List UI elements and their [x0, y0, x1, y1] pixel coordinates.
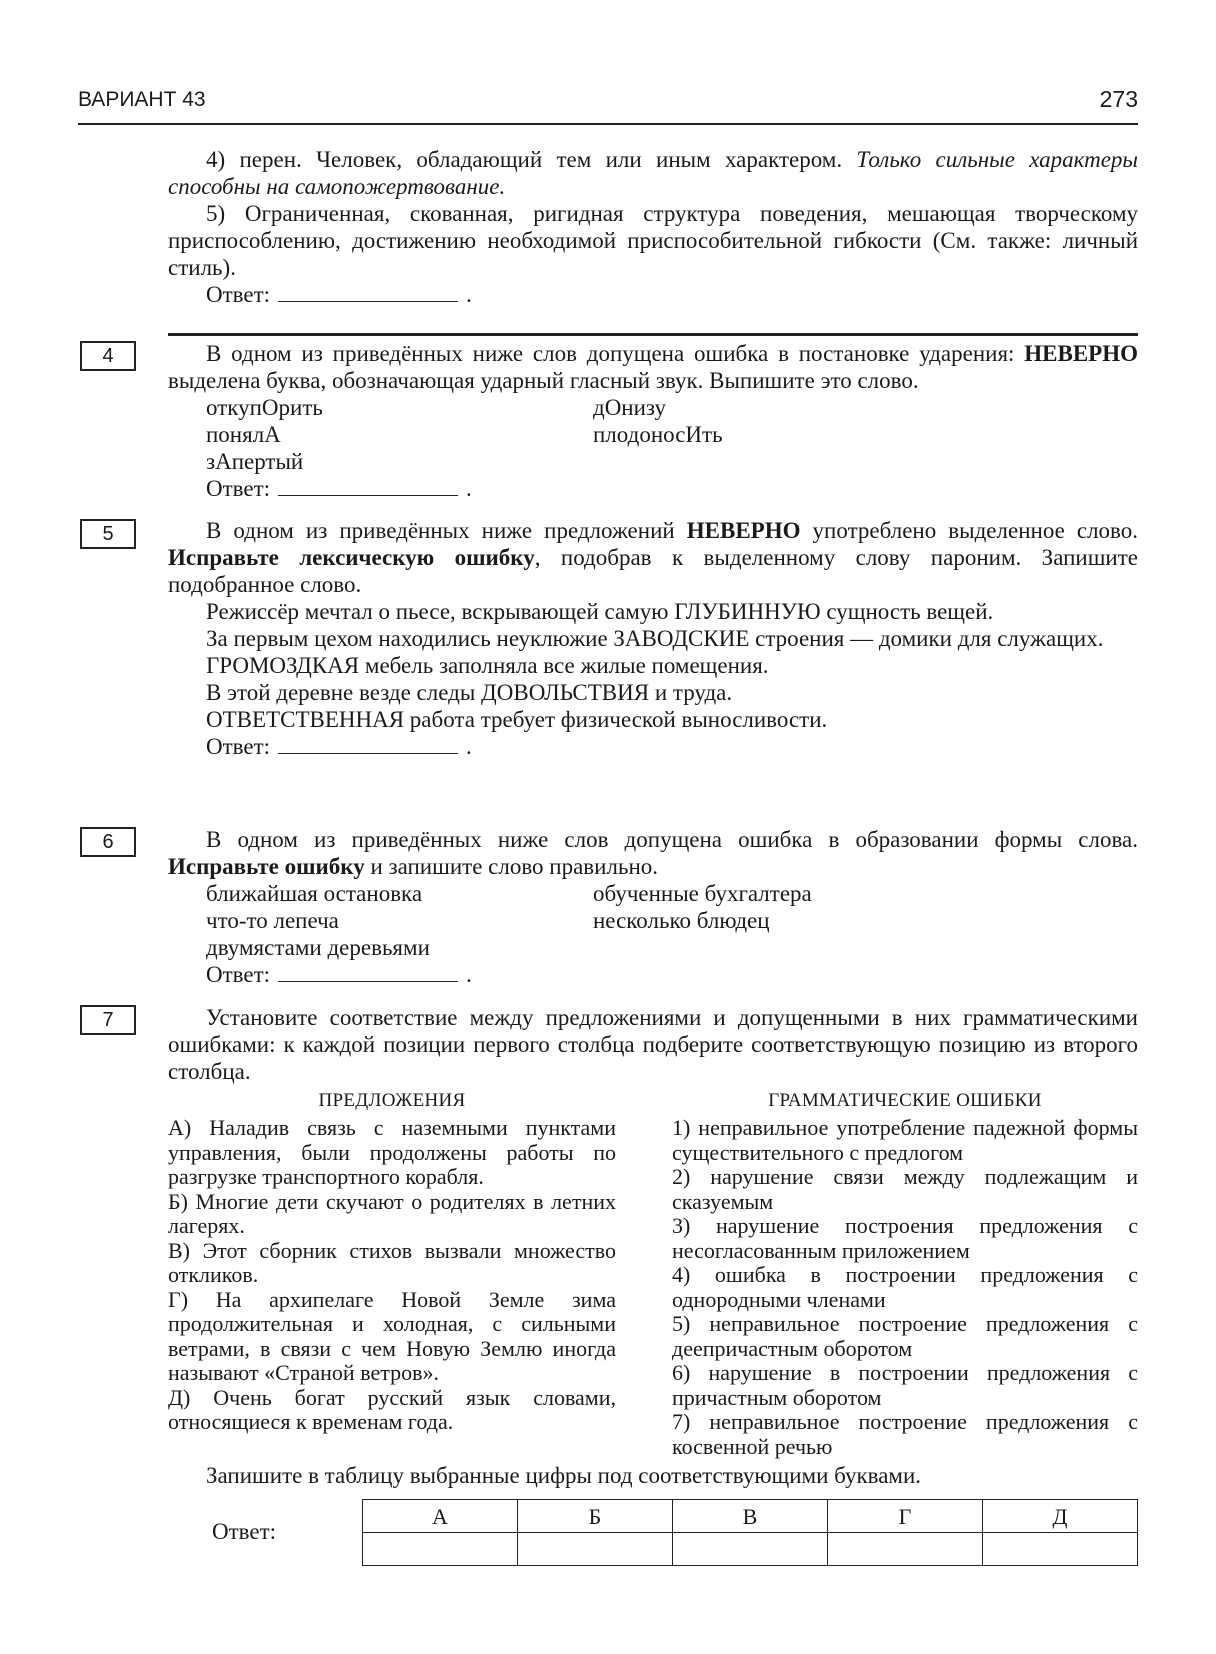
definition-4-example: Только сильные характеры способны на самопожертвование. [168, 147, 1138, 199]
errors-column-head: ГРАММАТИЧЕСКИЕ ОШИБКИ [768, 1090, 1042, 1111]
question-4 [168, 340, 1138, 502]
question-5 [168, 517, 1138, 760]
q4-text-pre: В одном из приведённых ниже слов допущена ошибка в постановке ударения: [206, 341, 1025, 366]
error-5: 5) неправильное построение предложения с деепричастным оборотом [672, 1311, 1138, 1361]
word-option: ближайшая остановка [206, 881, 423, 906]
answer-dot: . [466, 476, 472, 501]
error-1: 1) неправильное употребление падежной формы существительного с предлогом [672, 1115, 1138, 1165]
question-number-6: 6 [80, 827, 136, 857]
error-3: 3) нарушение построения предложения с несогласованным приложением [672, 1213, 1138, 1263]
word-option: двумястами деревьями [206, 935, 430, 960]
answer-cell-d[interactable] [983, 1533, 1138, 1566]
word-option: откупОрить [206, 395, 323, 420]
table-instruction: Запишите в таблицу выбранные цифры под соответствующими буквами. [206, 1463, 922, 1488]
error-4: 4) ошибка в построении предложения с однородными членами [672, 1262, 1138, 1312]
q6-text-pre: В одном из приведённых ниже слов допущена ошибка в образовании формы слова. [206, 827, 1138, 852]
answer-cell-v[interactable] [673, 1533, 828, 1566]
answer-col-b: Б [518, 1500, 673, 1533]
answer-label: Ответ: [206, 476, 271, 501]
answer-table-header-row [363, 1500, 1138, 1533]
word-option: зАпертый [206, 449, 304, 474]
error-7: 7) неправильное построение предложения с косвенной речью [672, 1409, 1138, 1459]
answer-label: Ответ: [206, 282, 271, 307]
answer-dot: . [466, 734, 472, 759]
answer-col-v: В [673, 1500, 828, 1533]
q5-text-bold2: Исправьте лексическую ошибку [168, 545, 535, 570]
answer-col-a: А [363, 1500, 518, 1533]
answer-line-q4 [168, 475, 1138, 502]
question-6-text [168, 826, 1138, 880]
header-divider [78, 123, 1138, 125]
answer-cell-b[interactable] [518, 1533, 673, 1566]
q5-text-bold1: НЕВЕРНО [686, 518, 801, 543]
error-2: 2) нарушение связи между подлежащим и сказуемым [672, 1164, 1138, 1214]
sentence-option: Режиссёр мечтал о пьесе, вскрывающей самую ГЛУБИННУЮ сущность вещей. [206, 599, 994, 624]
answer-blank[interactable] [278, 283, 458, 302]
q6-word-list [168, 880, 1138, 961]
sentence-option: В этой деревне везде следы ДОВОЛЬСТВИЯ и труда. [206, 680, 733, 705]
answer-dot: . [466, 282, 472, 307]
q6-text-post: и запишите слово правильно. [364, 854, 658, 879]
sentence-v: В) Этот сборник стихов вызвали множество откликов. [168, 1237, 616, 1287]
word-option: что-то лепеча [206, 908, 339, 933]
answer-dot: . [466, 962, 472, 987]
q5-text-pre: В одном из приведённых ниже предложений [206, 518, 687, 543]
q4-word-list [168, 394, 1138, 475]
answer-table-input-row [363, 1533, 1138, 1566]
word-option: обученные бухгалтера [593, 881, 812, 906]
sentence-d: Д) Очень богат русский язык словами, относящиеся к временам года. [168, 1384, 616, 1434]
question-7-text: Установите соответствие между предложениями и допущенными в них грамматическими ошибками: к каждой позиции первого столбца подберите соответствующую позицию из второго столбца. [168, 1005, 1138, 1084]
page-number: 273 [1099, 86, 1138, 112]
q5-text-mid: употреблено выделенное слово. [800, 518, 1139, 543]
sentences-column [168, 1087, 616, 1459]
q4-text-bold: НЕВЕРНО [1024, 341, 1138, 366]
definition-4-text: 4) перен. Человек, обладающий тем или иным характером. [206, 147, 857, 172]
word-option: дОнизу [593, 395, 667, 420]
answer-blank[interactable] [278, 963, 458, 982]
q6-text-bold: Исправьте ошибку [168, 854, 365, 879]
answer-col-g: Г [828, 1500, 983, 1533]
answer-line-q6 [168, 961, 1138, 988]
sentence-option: ОТВЕТСТВЕННАЯ работа требует физической выносливости. [206, 707, 828, 732]
sentence-a: А) Наладив связь с наземными пунктами управления, были продолжены работы по разгрузке транспортного корабля. [168, 1115, 616, 1189]
answer-table [362, 1499, 1138, 1566]
word-option: понялА [206, 422, 281, 447]
answer-col-d: Д [983, 1500, 1138, 1533]
answer-line-top [168, 281, 1138, 308]
question-7 [168, 1004, 1138, 1459]
answer-cell-a[interactable] [363, 1533, 518, 1566]
answer-blank[interactable] [278, 735, 458, 754]
word-option: несколько блюдец [593, 908, 770, 933]
sentence-b: Б) Многие дети скучают о родителях в летних лагерях. [168, 1188, 616, 1238]
definition-item-5: 5) Ограниченная, скованная, ригидная структура поведения, мешающая творческому приспособлению, достижению необходимой приспособительной гибкости (См. также: личный стиль). [168, 201, 1138, 280]
errors-column [672, 1087, 1138, 1459]
error-6: 6) нарушение в построении предложения с причастным оборотом [672, 1360, 1138, 1410]
answer-table-label: Ответ: [212, 1519, 277, 1544]
answer-label: Ответ: [206, 734, 271, 759]
question-4-text [168, 340, 1138, 394]
definition-item-4 [168, 146, 1138, 200]
question-6 [168, 826, 1138, 988]
q5-text-post: , подобрав к выделенному слову пароним. Запишите подобранное слово. [168, 545, 1138, 597]
sentence-option: За первым цехом находились неуклюжие ЗАВОДСКИЕ строения — домики для служащих. [206, 626, 1104, 651]
question-number-4: 4 [80, 341, 136, 371]
question-5-text [168, 517, 1138, 598]
variant-title: ВАРИАНТ 43 [78, 88, 206, 111]
word-option: плодоносИть [593, 422, 723, 447]
answer-cell-g[interactable] [828, 1533, 983, 1566]
matching-columns [168, 1087, 1138, 1459]
sentences-column-head: ПРЕДЛОЖЕНИЯ [318, 1090, 466, 1111]
answer-line-q5 [168, 733, 1138, 760]
question-number-7: 7 [80, 1005, 136, 1035]
question-number-5: 5 [80, 519, 136, 549]
previous-task-continuation [168, 146, 1138, 308]
answer-blank[interactable] [278, 477, 458, 496]
answer-label: Ответ: [206, 962, 271, 987]
q4-text-post: выделена буква, обозначающая ударный гласный звук. Выпишите это слово. [168, 368, 919, 393]
sentence-option: ГРОМОЗДКАЯ мебель заполняла все жилые помещения. [206, 653, 769, 678]
sentence-g: Г) На архипелаге Новой Земле зима продолжительная и холодная, с сильными ветрами, в связи с чем Новую Землю иногда называют «Страной ветров». [168, 1286, 616, 1385]
section-divider [168, 333, 1138, 336]
